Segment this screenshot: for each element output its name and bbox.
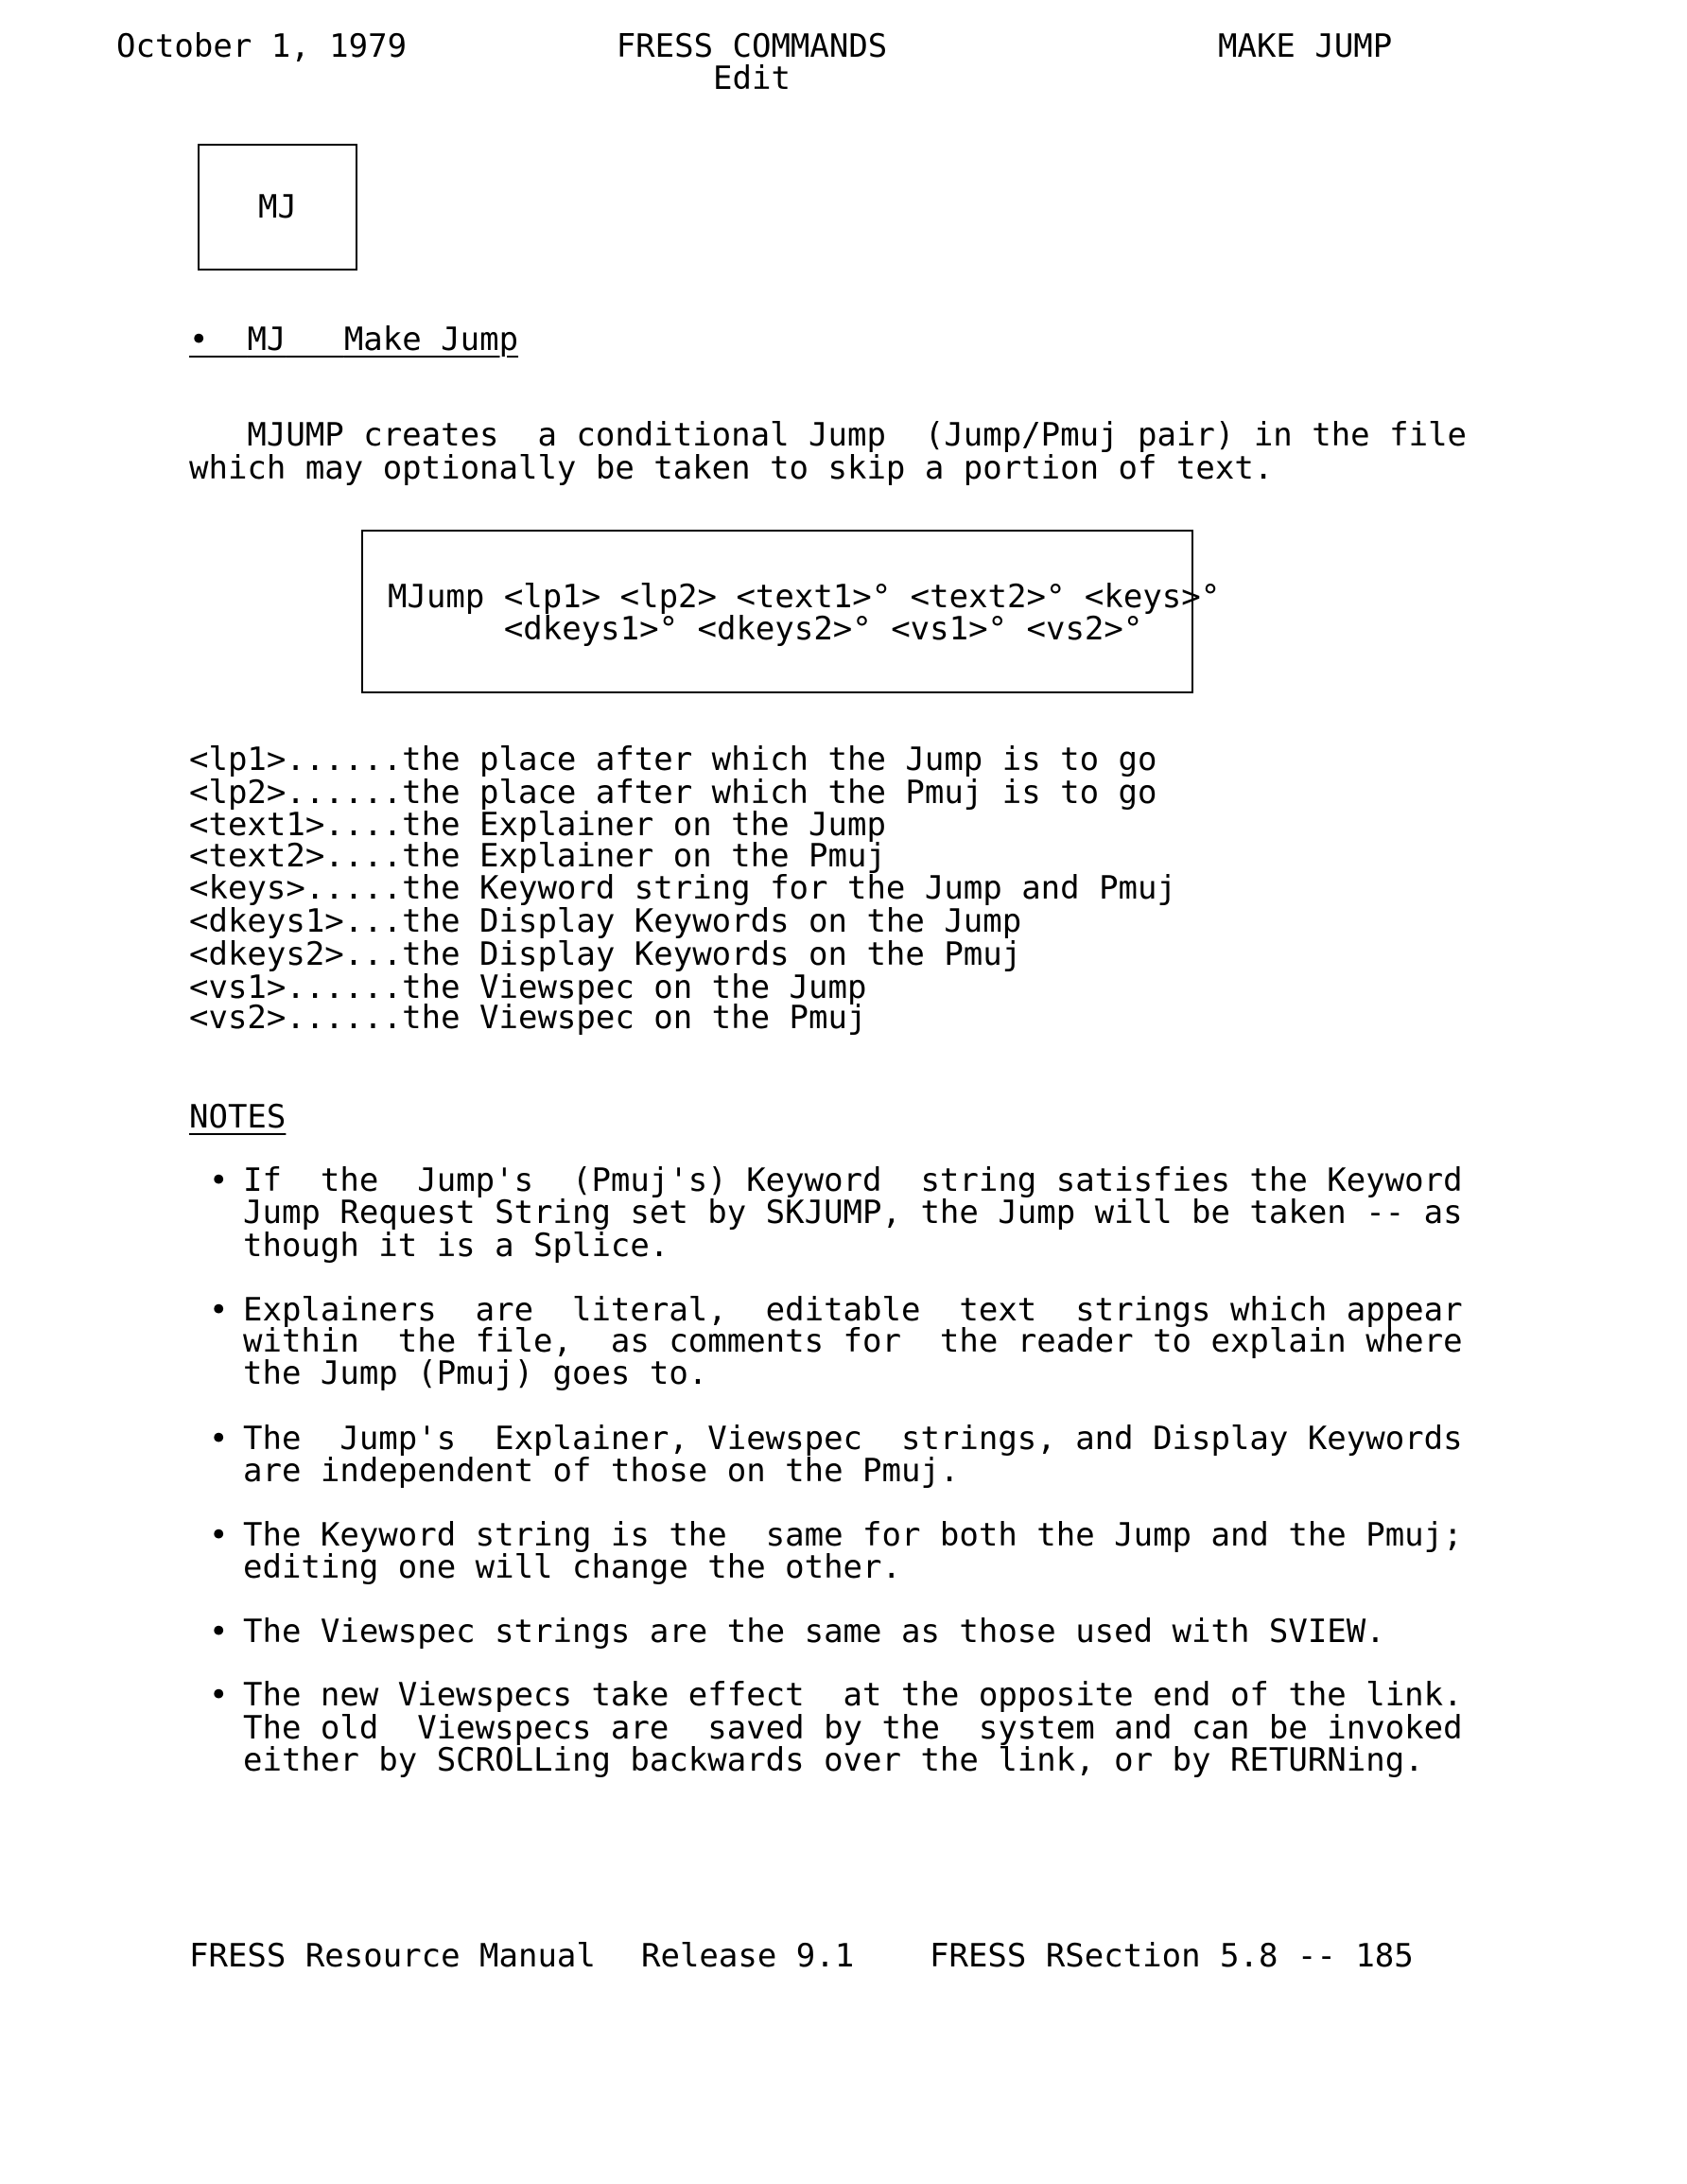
section-heading-bullet: • (189, 321, 209, 358)
parameter-item: <text2>....the Explainer on the Pmuj (189, 837, 886, 875)
note-line: The Keyword string is the same for both the Jump and the Pmuj; (243, 1516, 1463, 1554)
footer-section: FRESS RSection 5.8 -- 185 (930, 1937, 1414, 1975)
syntax-box (361, 530, 1221, 693)
footer-manual: FRESS Resource Manual (189, 1937, 596, 1975)
note-line: Jump Request String set by SKJUMP, the Jump will be taken -- as (243, 1194, 1463, 1232)
note-line: The old Viewspecs are saved by the system and can be invoked (243, 1709, 1463, 1747)
note-bullet: • (209, 1162, 229, 1199)
note-line: The new Viewspecs take effect at the opposite end of the link. (243, 1676, 1463, 1714)
parameter-item: <lp1>......the place after which the Jump is to go (189, 741, 1157, 778)
note-line: Explainers are literal, editable text strings which appear (243, 1291, 1463, 1329)
note-line: though it is a Splice. (243, 1227, 670, 1265)
note-line: The Viewspec strings are the same as those used with SVIEW. (243, 1613, 1385, 1651)
section-heading-abbrev: MJ (247, 321, 287, 358)
parameter-item: <text1>....the Explainer on the Jump (189, 806, 886, 844)
intro-line-2: which may optionally be taken to skip a portion of text. (189, 449, 1274, 487)
note-line: either by SCROLLing backwards over the link, or by RETURNing. (243, 1741, 1424, 1779)
footer-release: Release 9.1 (641, 1937, 855, 1975)
parameter-item: <dkeys1>...the Display Keywords on the Jump (189, 902, 1022, 940)
header-subtitle: Edit (713, 60, 791, 97)
note-line: are independent of those on the Pmuj. (243, 1452, 960, 1490)
note-bullet: • (209, 1613, 229, 1651)
parameter-item: <dkeys2>...the Display Keywords on the Pmuj (189, 935, 1022, 973)
note-bullet: • (209, 1516, 229, 1554)
command-abbrev: MJ (258, 188, 297, 226)
note-bullet: • (209, 1291, 229, 1329)
syntax-line-2: <dkeys1>° <dkeys2>° <vs1>° <vs2>° (388, 610, 1143, 648)
note-line: If the Jump's (Pmuj's) Keyword string satisfies the Keyword (243, 1162, 1463, 1199)
note-line: within the file, as comments for the reader to explain where (243, 1322, 1463, 1360)
note-line: editing one will change the other. (243, 1548, 901, 1586)
section-heading (189, 323, 518, 356)
note-line: The Jump's Explainer, Viewspec strings, and Display Keywords (243, 1420, 1463, 1458)
note-bullet: • (209, 1676, 229, 1714)
parameter-item: <keys>.....the Keyword string for the Jump and Pmuj (189, 869, 1176, 907)
syntax-line-1: MJump <lp1> <lp2> <text1>° <text2>° <keys>° (388, 578, 1221, 616)
parameter-item: <vs1>......the Viewspec on the Jump (189, 969, 867, 1006)
section-heading-name: Make Jump (343, 321, 519, 358)
intro-line-1: MJUMP creates a conditional Jump (Jump/Pmuj pair) in the file (189, 416, 1468, 454)
header-title: FRESS COMMANDS (616, 27, 888, 65)
parameter-item: <lp2>......the place after which the Pmuj is to go (189, 774, 1157, 812)
note-bullet: • (209, 1420, 229, 1458)
header-command-name: MAKE JUMP (1218, 27, 1393, 65)
notes-heading: NOTES (189, 1098, 287, 1136)
parameter-item: <vs2>......the Viewspec on the Pmuj (189, 999, 867, 1037)
header-date: October 1, 1979 (116, 27, 408, 65)
note-line: the Jump (Pmuj) goes to. (243, 1354, 708, 1392)
command-abbrev-box (198, 144, 357, 271)
